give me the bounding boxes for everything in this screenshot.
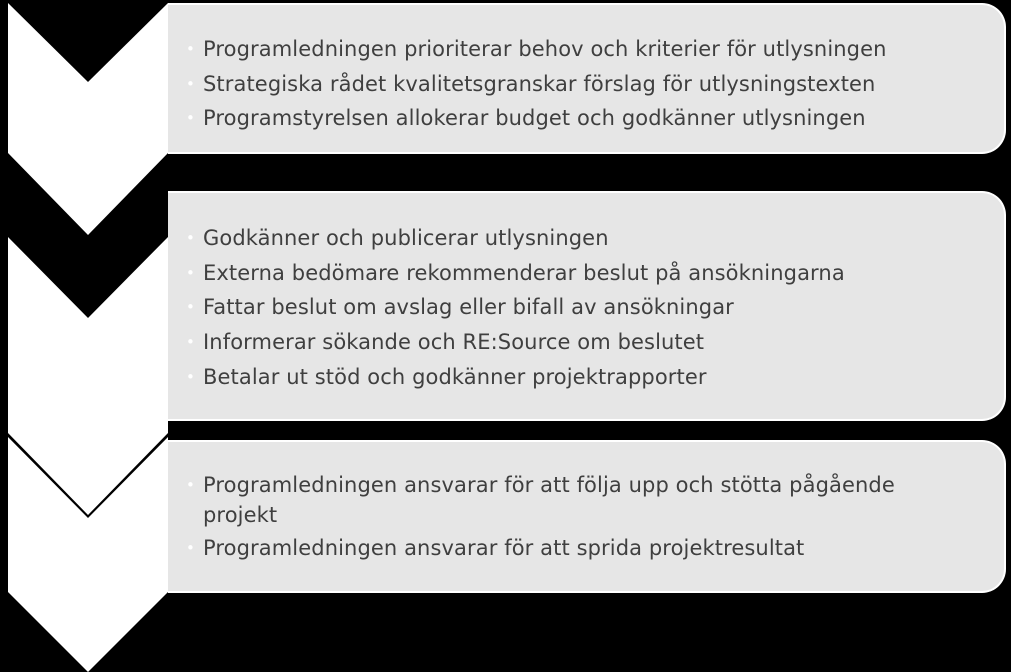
list-item [186, 223, 986, 253]
list-item-text: Godkänner och publicerar utlysningen [203, 226, 609, 250]
bullet-icon: • [186, 263, 195, 282]
list-item [186, 34, 986, 64]
list-item-text: Betalar ut stöd och godkänner projektrapporter [203, 364, 707, 389]
list-item-text: Externa bedömare rekommenderar beslut på ansökningarna [203, 260, 845, 285]
list-item [186, 533, 986, 563]
bullet-icon: • [186, 109, 195, 128]
bullet-icon: • [186, 333, 195, 352]
bullet-icon: • [186, 538, 195, 557]
list-item [186, 470, 986, 530]
list-item-text: Programledningen ansvarar för att sprida projektresultat [203, 535, 805, 560]
list-item [186, 292, 986, 322]
stage-3-list [186, 470, 986, 563]
list-item-text: Informerar sökande och RE:Source om beslutet [203, 330, 705, 355]
list-item [186, 69, 986, 99]
stage-2-list [186, 223, 986, 392]
bullet-icon: • [186, 476, 195, 494]
list-item-text: Programstyrelsen allokerar budget och godkänner utlysningen [203, 106, 866, 131]
list-item-text: Programledningen ansvarar för att följa upp och stötta pågående projekt [203, 473, 895, 527]
bullet-icon: • [186, 74, 195, 93]
list-item [186, 362, 986, 392]
stage-box-3 [168, 440, 1006, 593]
bullet-icon: • [186, 298, 195, 317]
stage-box-1 [168, 3, 1006, 154]
bullet-icon: • [186, 40, 195, 58]
list-item [186, 258, 986, 288]
list-item-text: Programledningen prioriterar behov och kriterier för utlysningen [203, 37, 887, 61]
stage-box-2 [168, 191, 1006, 421]
list-item [186, 327, 986, 357]
list-item [186, 103, 986, 133]
stage-1-list [186, 34, 986, 133]
bullet-icon: • [186, 229, 195, 247]
bullet-icon: • [186, 367, 195, 386]
list-item-text: Fattar beslut om avslag eller bifall av ansökningar [203, 295, 734, 320]
list-item-text: Strategiska rådet kvalitetsgranskar förslag för utlysningstexten [203, 71, 876, 96]
